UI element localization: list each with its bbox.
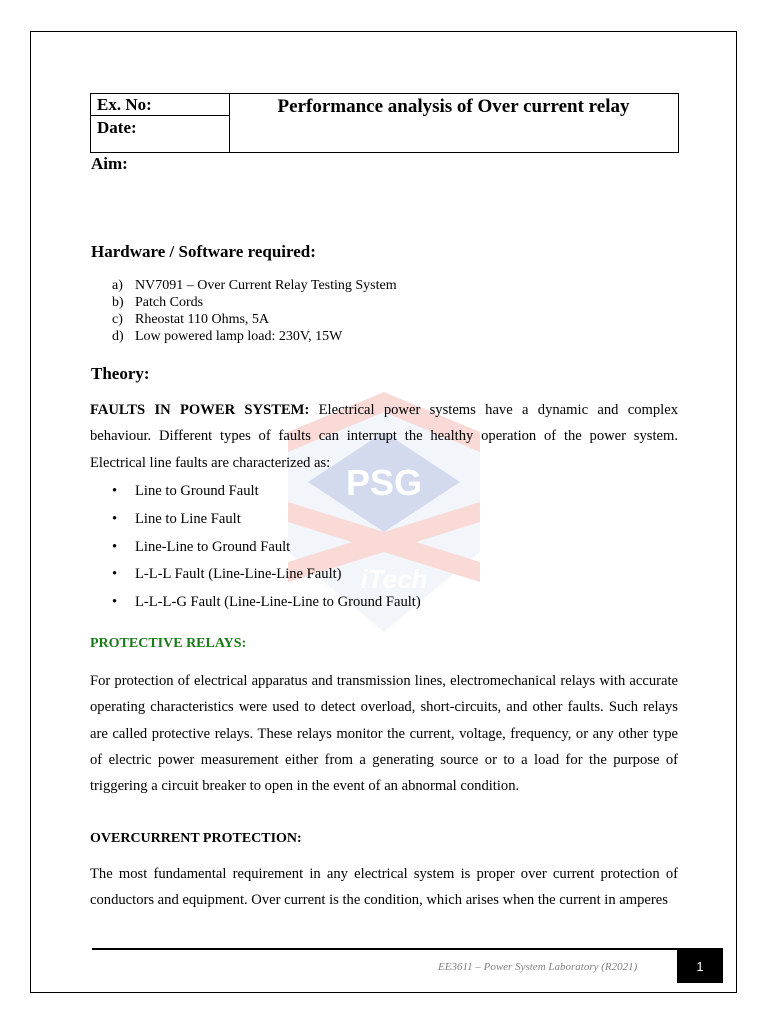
hardware-item-key: a): [112, 278, 123, 293]
hardware-heading: Hardware / Software required:: [91, 242, 316, 261]
experiment-header-table: [90, 93, 679, 153]
overcurrent-paragraph: The most fundamental requirement in any electrical system is proper over current protection of conductors and equipment. Over current is the condition, which arises when the current in amperes: [90, 866, 678, 909]
fault-type-text: Line to Ground Fault: [135, 483, 259, 499]
list-item: [112, 561, 421, 589]
bullet-icon: •: [112, 483, 118, 499]
hardware-item: [112, 311, 397, 328]
footer-course-label: EE3611 – Power System Laboratory (R2021): [438, 961, 638, 973]
hardware-item-key: d): [112, 329, 124, 344]
hardware-item-text: NV7091 – Over Current Relay Testing System: [135, 278, 397, 293]
hardware-item-text: Rheostat 110 Ohms, 5A: [135, 312, 270, 327]
header-left-cell: [91, 94, 230, 152]
hardware-item: [112, 277, 397, 294]
footer-rule: [92, 948, 723, 950]
protective-relays-heading: PROTECTIVE RELAYS:: [90, 636, 247, 651]
date-label: Date:: [97, 118, 137, 137]
list-item: [112, 589, 421, 617]
hardware-list: [112, 277, 397, 345]
watermark-text-itech: iTech: [360, 564, 428, 594]
fault-type-text: Line-Line to Ground Fault: [135, 538, 291, 555]
fault-type-text: Line to Line Fault: [135, 510, 241, 527]
watermark-text-psg: PSG: [345, 462, 423, 503]
fault-types-list: [112, 478, 421, 617]
overcurrent-protection-heading: OVERCURRENT PROTECTION:: [90, 831, 302, 846]
hardware-item-text: Low powered lamp load: 230V, 15W: [135, 329, 343, 344]
list-item: [112, 534, 421, 562]
list-item: [112, 506, 421, 534]
experiment-title: Performance analysis of Over current relay: [277, 96, 630, 117]
bullet-icon: •: [112, 566, 118, 583]
fault-type-text: L-L-L Fault (Line-Line-Line Fault): [135, 566, 342, 583]
faults-text: Electrical power systems have a dynamic and complex behaviour. Different types of faults can interrupt the healthy operation of the power system. Electrical line faults are characterized as:: [90, 402, 678, 471]
faults-lead: FAULTS IN POWER SYSTEM:: [90, 402, 310, 418]
hardware-item-key: c): [112, 312, 123, 327]
hardware-item-text: Patch Cords: [135, 295, 204, 310]
hardware-item: [112, 328, 397, 345]
faults-paragraph: [90, 397, 678, 476]
theory-heading: Theory:: [91, 364, 150, 383]
bullet-icon: •: [112, 510, 118, 527]
protective-relays-paragraph: For protection of electrical apparatus and transmission lines, electromechanical relays with accurate operating characteristics were used to detect overload, short-circuits, and other faults. Such relays are called protective relays. These relays monitor the current, voltage, frequency, or any other type of electric power measurement either from a generating source or to a load for the purpose of triggering a circuit breaker to open in the event of an abnormal condition.: [90, 673, 678, 795]
bullet-icon: •: [112, 538, 118, 555]
fault-type-text: L-L-L-G Fault (Line-Line-Line to Ground Fault): [135, 594, 421, 611]
hardware-item: [112, 294, 397, 311]
bullet-icon: •: [112, 594, 118, 611]
list-item: [112, 478, 421, 506]
page-number: 1: [677, 950, 723, 983]
aim-heading: Aim:: [91, 154, 128, 173]
hardware-item-key: b): [112, 295, 124, 310]
ex-no-label: Ex. No:: [91, 94, 229, 116]
